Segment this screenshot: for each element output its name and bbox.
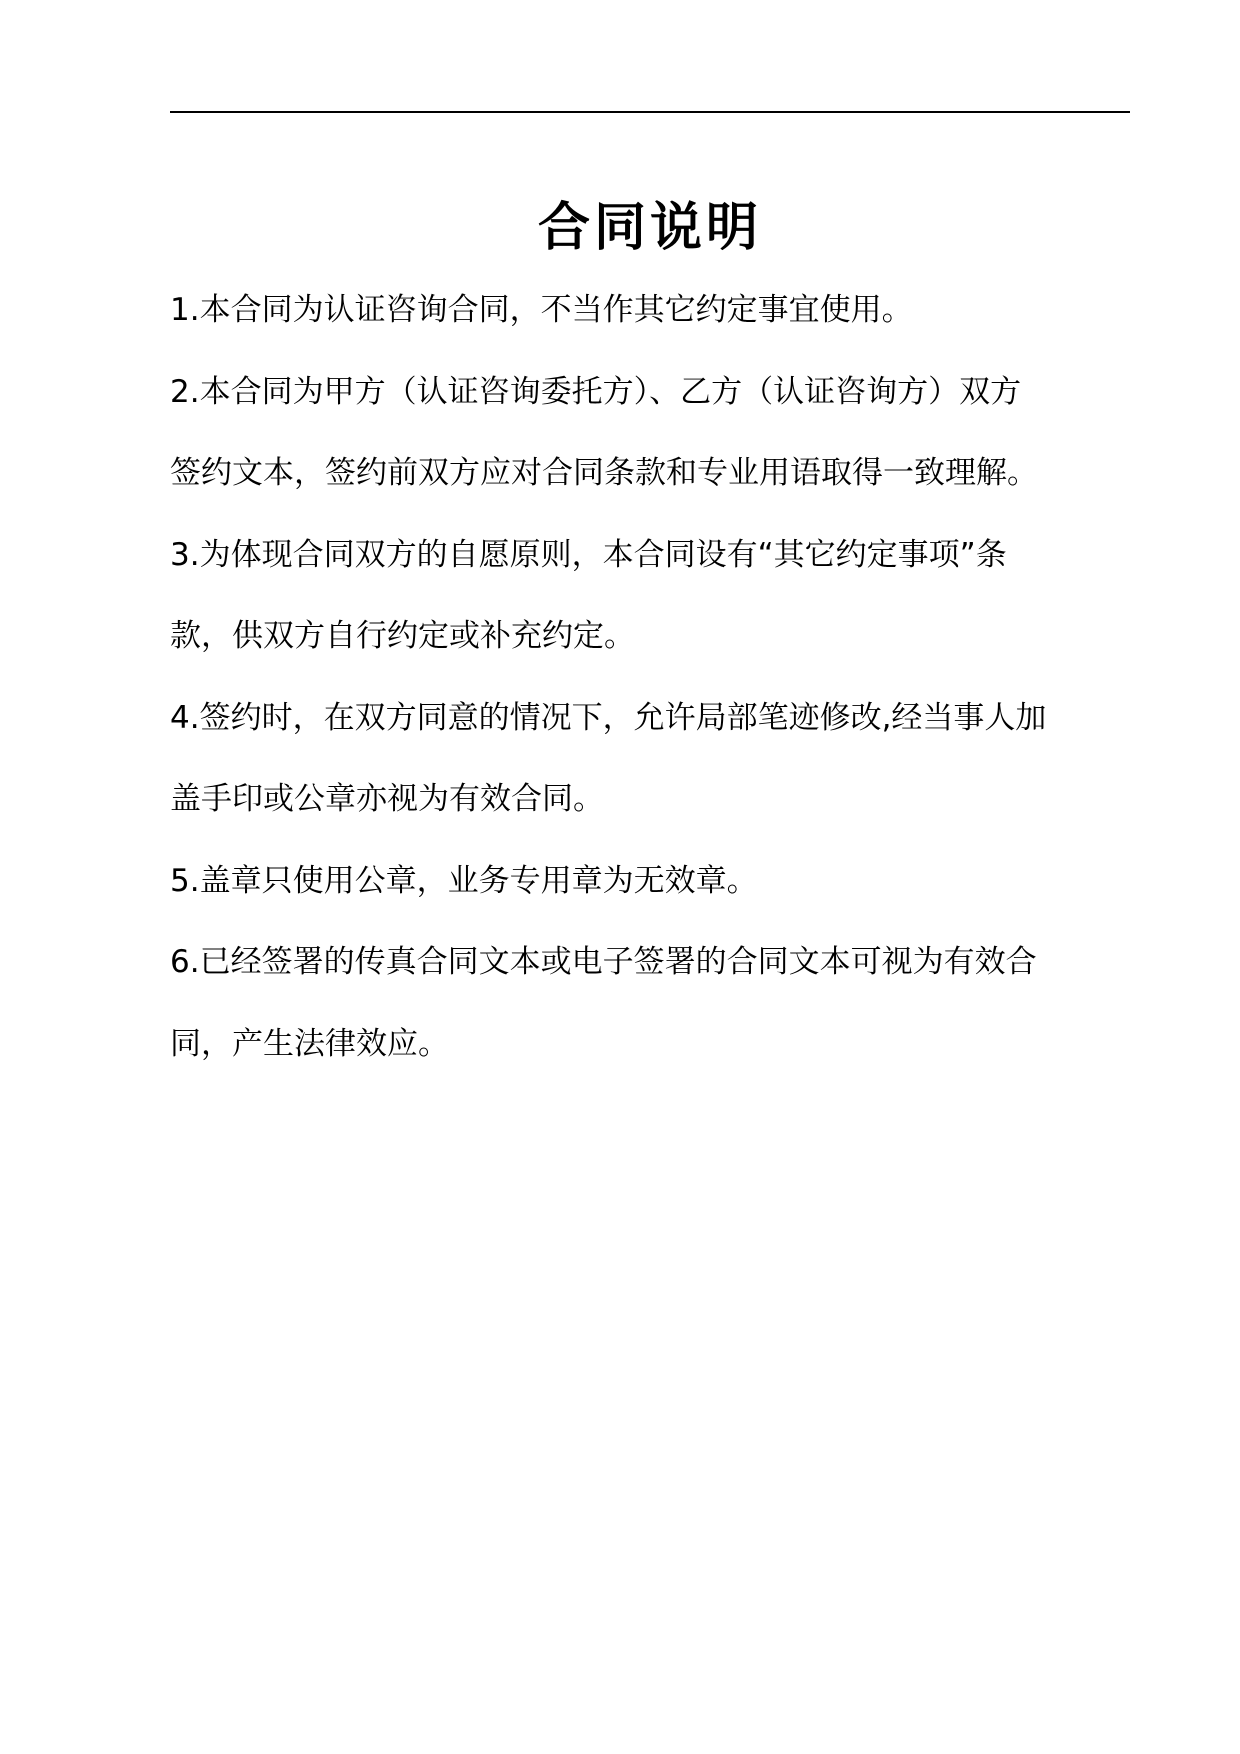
clause-line: 3.为体现合同双方的自愿原则，本合同设有“其它约定事项”条 xyxy=(170,536,1007,573)
clause-6 xyxy=(170,922,1132,1085)
clause-line: 1.本合同为认证咨询合同，不当作其它约定事宜使用。 xyxy=(170,292,913,328)
clause-2 xyxy=(170,352,1132,515)
clause-5 xyxy=(170,841,1132,923)
header-rule xyxy=(170,111,1130,113)
clause-line: 款，供双方自行约定或补充约定。 xyxy=(170,618,635,654)
clause-line: 同，产生法律效应。 xyxy=(170,1025,449,1062)
document-title: 合同说明 xyxy=(537,198,762,258)
clause-list xyxy=(170,270,1132,1085)
clause-line: 6.已经签署的传真合同文本或电子签署的合同文本可视为有效合 xyxy=(170,944,1037,980)
clause-line: 签约文本，签约前双方应对合同条款和专业用语取得一致理解。 xyxy=(170,455,1038,491)
clause-1 xyxy=(170,270,1132,352)
clause-line: 2.本合同为甲方（认证咨询委托方）、乙方（认证咨询方）双方 xyxy=(170,373,1022,410)
clause-3 xyxy=(170,515,1132,678)
clause-4 xyxy=(170,678,1132,841)
clause-line: 盖手印或公章亦视为有效合同。 xyxy=(170,781,604,817)
clause-line: 5.盖章只使用公章，业务专用章为无效章。 xyxy=(170,862,758,899)
clause-line: 4.签约时，在双方同意的情况下，允许局部笔迹修改,经当事人加 xyxy=(170,699,1047,736)
